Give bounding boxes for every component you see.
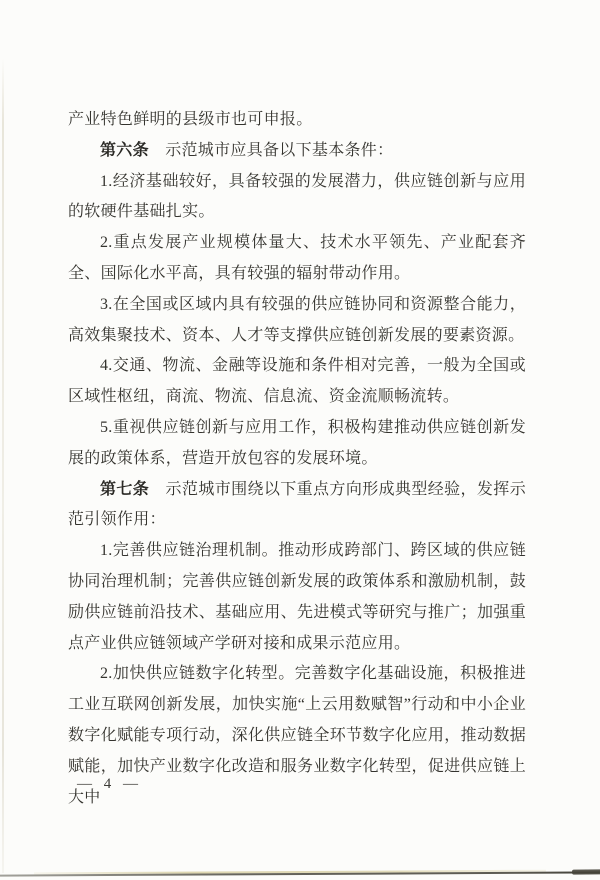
article-head: 第七条 [100, 480, 150, 498]
paragraph: 第六条 示范城市应具备以下基本条件： [100, 141, 394, 159]
paragraph: 4.交通、物流、金融等设施和条件相对完善，一般为全国或区域性枢纽，商流、物流、信息流、资金流顺畅流转。 [68, 357, 526, 406]
paragraph: 第七条 示范城市围绕以下重点方向形成典型经验，发挥示范引领作用： [68, 480, 526, 529]
scan-bottom-page-edge [0, 869, 600, 878]
paragraph: 产业特色鲜明的县级市也可申报。 [68, 111, 313, 128]
page-edge-tan-line [34, 870, 546, 875]
paragraph: 5.重视供应链创新与应用工作，积极构建推动供应链创新发展的政策体系，营造开放包容的发展环境。 [68, 418, 526, 467]
paragraph: 3.在全国或区域内具有较强的供应链协同和资源整合能力，高效集聚技术、资本、人才等支撑供应链创新发展的要素资源。 [68, 295, 526, 344]
paragraph: 2.加快供应链数字化转型。完善数字化基础设施，积极推进工业互联网创新发展，加快实施“上云用数赋智”行动和中小企业数字化赋能专项行动，深化供应链全环节数字化应用，推动数据赋能，加快产业数字化改造和服务业数字化转型，促进供应链上大中 [68, 665, 526, 806]
scan-left-edge-artifact [2, 58, 4, 873]
page-number: — 4 — [77, 776, 142, 792]
paragraph: 2.重点发展产业规模体量大、技术水平领先、产业配套齐全、国际化水平高，具有较强的辐射带动作用。 [68, 234, 526, 282]
page-edge-dark-line [0, 871, 600, 876]
document-body [68, 105, 526, 813]
page-edge-right-corner [572, 869, 600, 874]
article-head: 第六条 [100, 141, 149, 159]
paragraph: 1.经济基础较好，具备较强的发展潜力，供应链创新与应用的软硬件基础扎实。 [68, 172, 526, 221]
paragraph: 1.完善供应链治理机制。推动形成跨部门、跨区域的供应链协同治理机制；完善供应链创新发展的政策体系和激励机制，鼓励供应链前沿技术、基础应用、先进模式等研究与推广；加强重点产业供应链领域产学研对接和成果示范应用。 [68, 542, 526, 652]
